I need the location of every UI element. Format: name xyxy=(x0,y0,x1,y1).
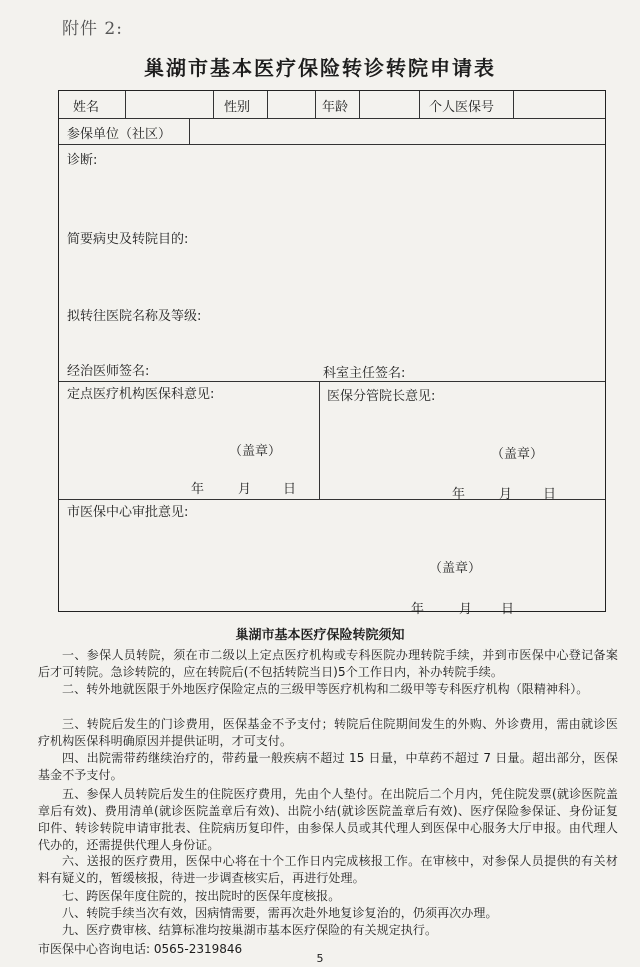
application-form-table xyxy=(58,90,606,617)
date-day: 日 xyxy=(283,482,297,497)
history-label: 简要病史及转院目的: xyxy=(67,232,189,247)
notice-item: 三、转院后发生的门诊费用，医保基金不予支付；转院后住院期间发生的外购、外诊费用，需由就诊医疗机构医保科明确原因并提供证明，才可支付。 xyxy=(38,717,618,748)
notice-item: 七、跨医保年度住院的，按出院时的医保年度核报。 xyxy=(62,889,341,903)
date-year: 年 xyxy=(411,602,425,617)
stamp-label: （盖章） xyxy=(491,447,544,462)
attachment-label: 附件 2: xyxy=(62,19,123,39)
column-divider xyxy=(315,91,316,118)
gender-label: 性别 xyxy=(224,100,251,115)
page-number: 5 xyxy=(316,952,324,965)
date-year: 年 xyxy=(191,482,205,497)
column-divider xyxy=(189,118,190,144)
contact-phone: 市医保中心咨询电话: 0565-2319846 xyxy=(38,942,243,956)
stamp-label: （盖章） xyxy=(429,561,482,576)
row-divider xyxy=(59,381,605,382)
notice-title: 巢湖市基本医疗保险转院须知 xyxy=(235,628,405,643)
notice-item: 二、转外地就医限于外地医疗保险定点的三级甲等医疗机构和二级甲等专科医疗机构（限精神科）。 xyxy=(62,682,589,696)
column-divider xyxy=(319,381,320,499)
notice-item: 五、参保人员转院后发生的住院医疗费用，先由个人垫付。在出院后二个月内，凭住院发票(就诊医院盖章后有效)、费用清单(就诊医院盖章后有效)、出院小结(就诊医院盖章后有效)、医疗保险参保证、身份证复印件、转诊转院申请审批表、住院病历复印件，由参保人员或其代理人到医保中心服务大厅申报。由代理人代办的，还需提供代理人身份证。 xyxy=(38,787,618,852)
notice-item: 九、医疗费审核、结算标准均按巢湖市基本医疗保险的有关规定执行。 xyxy=(62,923,438,937)
center-opinion-label: 市医保中心审批意见: xyxy=(67,505,189,520)
notice-item: 一、参保人员转院，须在市二级以上定点医疗机构或专科医院办理转院手续，并到市医保中心登记备案后才可转院。急诊转院的，应在转院后(不包括转院当日)5个工作日内，补办转院手续。 xyxy=(38,648,618,679)
doctor-sign-label: 经治医师签名: xyxy=(67,364,150,379)
column-divider xyxy=(125,91,126,118)
column-divider xyxy=(267,91,268,118)
date-month: 月 xyxy=(238,482,252,497)
notice-item: 八、转院手续当次有效，因病情需要，需再次赴外地复诊复治的，仍须再次办理。 xyxy=(62,906,498,920)
form-title: 巢湖市基本医疗保险转诊转院申请表 xyxy=(144,56,496,80)
insurance-no-label: 个人医保号 xyxy=(429,100,495,115)
row-divider xyxy=(59,499,605,500)
date-day: 日 xyxy=(543,487,557,502)
unit-label: 参保单位（社区） xyxy=(67,127,172,142)
name-label: 姓名 xyxy=(73,100,100,115)
date-day: 日 xyxy=(501,602,515,617)
column-divider xyxy=(213,91,214,118)
date-month: 月 xyxy=(499,487,513,502)
vice-president-opinion-label: 医保分管院长意见: xyxy=(327,389,436,404)
stamp-label: （盖章） xyxy=(229,444,282,459)
designated-opinion-label: 定点医疗机构医保科意见: xyxy=(67,387,215,402)
director-sign-label: 科室主任签名: xyxy=(323,366,406,381)
row-divider xyxy=(59,118,605,119)
date-month: 月 xyxy=(459,602,473,617)
date-year: 年 xyxy=(452,487,466,502)
column-divider xyxy=(419,91,420,118)
age-label: 年龄 xyxy=(322,100,349,115)
column-divider xyxy=(359,91,360,118)
row-divider xyxy=(59,144,605,145)
column-divider xyxy=(513,91,514,118)
notice-item: 四、出院需带药继续治疗的，带药量一般疾病不超过 15 日量，中草药不超过 7 日量。超出部分，医保基金不予支付。 xyxy=(38,751,618,782)
diagnosis-label: 诊断: xyxy=(67,153,98,168)
notice-item: 六、送报的医疗费用，医保中心将在十个工作日内完成核报工作。在审核中，对参保人员提供的有关材料有疑义的，暂缓核报，待进一步调查核实后，再进行处理。 xyxy=(38,854,618,885)
target-hospital-label: 拟转往医院名称及等级: xyxy=(67,309,202,324)
